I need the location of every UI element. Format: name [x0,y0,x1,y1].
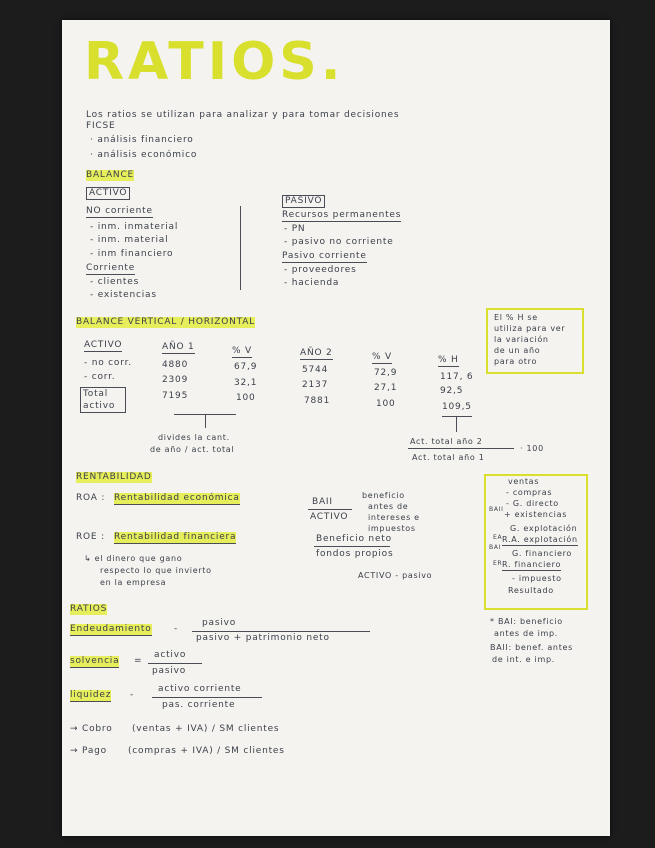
roe-explanation: respecto lo que invierto [100,566,212,575]
activo-label: ACTIVO [86,187,130,200]
intro-line: Los ratios se utilizan para analizar y para tomar decisiones [86,110,400,120]
side-tag: BAI [489,544,502,551]
formula-text: divides la cant. [158,433,230,442]
intro-bullet: · análisis financiero [90,135,194,145]
side-item: - impuesto [512,574,562,583]
formula-text: de año / act. total [150,445,235,454]
ratio-numerator: activo [154,650,187,660]
row-label: - no corr. [84,358,132,368]
note-line: de un año [494,346,541,355]
ratio-formula: (compras + IVA) / SM clientes [128,746,285,756]
list-item: - existencias [90,290,157,300]
table-cell: 100 [236,393,256,403]
col-header: ACTIVO [84,340,123,350]
side-item: R.A. explotación [502,535,578,544]
table-cell: 2309 [162,375,189,385]
fraction-line [148,663,202,664]
fraction-line [308,509,352,510]
ratio-name-endeudamiento: Endeudamiento [70,624,152,634]
note-line: la variación [494,335,549,344]
side-item: R. financiero [502,560,562,569]
side-tag: EA [493,534,503,541]
roa-name: Rentabilidad económica [114,493,240,503]
footnote: BAII: benef. antes [490,643,574,652]
pasivo-corriente-label: Pasivo corriente [282,251,367,261]
side-item: G. explotación [510,524,578,533]
corriente-label: Corriente [86,263,136,273]
list-item: - clientes [90,277,140,287]
col-header: AÑO 2 [300,348,333,358]
col-header: % V [232,346,252,356]
side-tag: ER [493,560,503,567]
list-item: - inm financiero [90,249,174,259]
intro-bullet: · análisis económico [90,150,198,160]
side-item: G. financiero [512,549,573,558]
ratio-numerator: activo corriente [158,684,242,694]
table-cell: 72,9 [374,368,398,378]
ratio-denominator: pas. corriente [162,700,236,710]
list-item: - hacienda [284,278,340,288]
table-cell: 5744 [302,365,329,375]
ratio-name-pago: → Pago [70,746,107,756]
pasivo-label: PASIVO [282,195,325,208]
side-item: + existencias [504,510,568,519]
ratio-eq: - [130,690,135,700]
section-heading-balance: BALANCE [86,170,135,180]
note-line: El % H se [494,313,538,322]
table-cell: 117, 6 [440,372,474,382]
col-header: AÑO 1 [162,342,195,352]
note-line: utiliza para ver [494,324,566,333]
roa-label: ROA : [76,493,106,503]
side-item: Resultado [508,586,554,595]
roe-explanation: ↳ el dinero que gano [84,554,183,563]
row-label: - corr. [84,372,116,382]
formula-multiplier: · 100 [520,444,544,453]
table-cell: 27,1 [374,383,398,393]
ratio-eq: - [174,624,179,634]
table-cell: 67,9 [234,362,258,372]
roa-note: intereses e [368,513,420,522]
table-cell: 109,5 [442,402,472,412]
list-item: - proveedores [284,265,357,275]
recursos-permanentes-label: Recursos permanentes [282,210,402,220]
ratio-numerator: pasivo [202,618,237,628]
note-line: para otro [494,357,538,366]
formula-numerator: Act. total año 2 [410,437,483,446]
roe-label: ROE : [76,532,105,542]
ratio-denominator: pasivo [152,666,187,676]
table-cell: 7195 [162,391,189,401]
table-cell: 2137 [302,380,329,390]
list-item: - pasivo no corriente [284,237,394,247]
bracket-line [205,414,206,428]
footnote: antes de imp. [494,629,559,638]
ratio-name-liquidez: liquidez [70,690,112,700]
footnote: de int. e imp. [492,655,555,664]
list-item: - inm. material [90,235,169,245]
fraction-line [152,697,262,698]
roe-name: Rentabilidad financiera [114,532,237,542]
side-tag: BAII [489,506,504,513]
notes-page [62,20,610,836]
fraction-line [192,631,370,632]
divider-line [240,206,241,290]
section-heading-ratios: RATIOS [70,604,108,614]
roa-numerator: BAII [312,497,333,507]
bracket-line [442,416,472,417]
section-heading-rentabilidad: RENTABILIDAD [76,472,152,482]
table-cell: 100 [376,399,396,409]
roa-note: beneficio [362,491,405,500]
table-cell: 7881 [304,396,331,406]
ratio-formula: (ventas + IVA) / SM clientes [132,724,280,734]
roa-note: antes de [368,502,409,511]
ratio-name-cobro: → Cobro [70,724,113,734]
footnote: * BAI: beneficio [490,617,563,626]
roa-denominator: ACTIVO [310,512,349,522]
side-item: ventas [508,477,540,486]
table-cell: 32,1 [234,378,258,388]
roe-arrow: ACTIVO - pasivo [358,571,433,580]
roe-explanation: en la empresa [100,578,167,587]
roe-numerator: Beneficio neto [316,534,392,544]
table-cell: 4880 [162,360,189,370]
no-corriente-label: NO corriente [86,206,153,216]
section-heading-vertical: BALANCE VERTICAL / HORIZONTAL [76,317,255,327]
bracket-line [456,416,457,432]
side-item: - compras [506,488,553,497]
list-item: - inm. inmaterial [90,222,179,232]
roe-denominator: fondos propios [316,549,394,559]
col-header: % V [372,352,392,362]
ratio-denominator: pasivo + patrimonio neto [196,633,330,643]
col-header: % H [438,355,459,365]
ratio-eq: = [134,656,143,666]
intro-line-2: FICSE [86,121,116,131]
list-item: - PN [284,224,306,234]
roa-note: impuestos [368,524,416,533]
table-cell: 92,5 [440,386,464,396]
page-title: RATIOS. [84,32,345,92]
formula-denominator: Act. total año 1 [412,453,485,462]
row-label-total: Total activo [80,387,126,413]
fraction-line [314,546,390,547]
fraction-line [408,448,514,449]
ratio-name-solvencia: solvencia [70,656,120,666]
side-item: - G. directo [506,499,559,508]
